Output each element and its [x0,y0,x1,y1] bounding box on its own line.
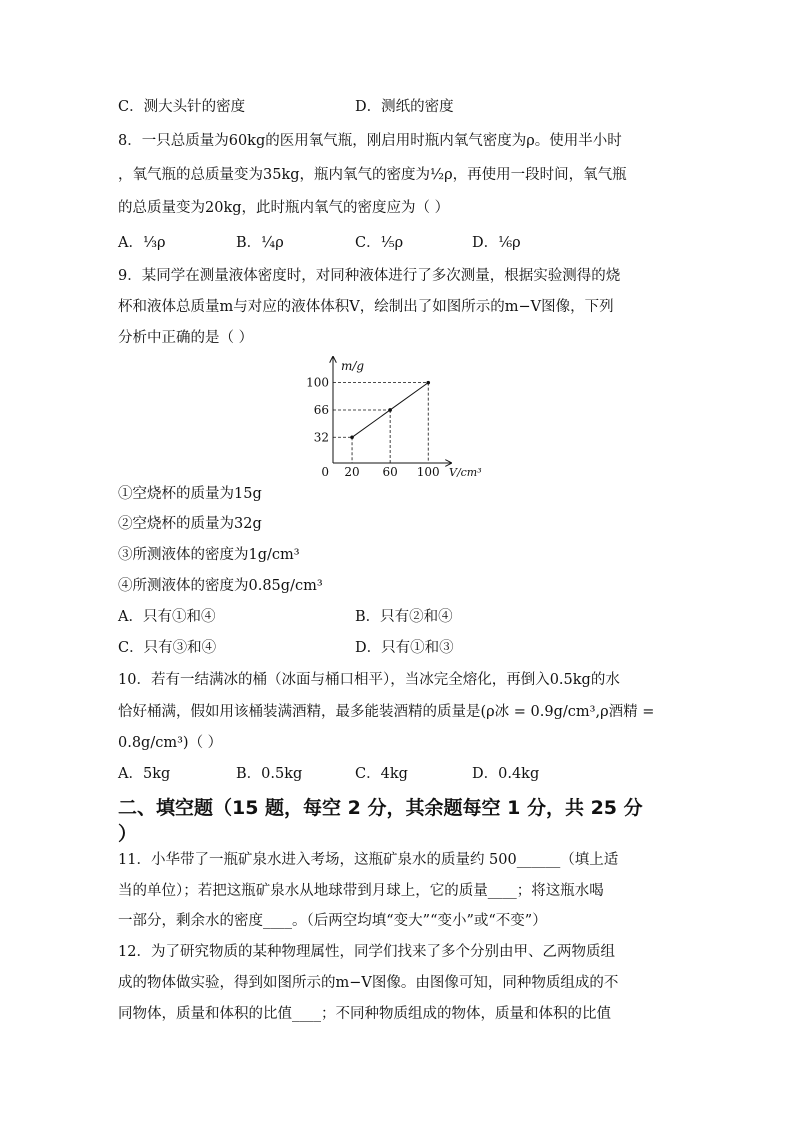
q10-option-b: B．0.5kg [236,766,303,782]
q9-statement-1: ①空烧杯的质量为15g [118,486,262,502]
data-point-1 [388,408,392,412]
section-heading-fill-in-cont: ） [118,823,138,845]
q8-option-d: D．⅙ρ [472,235,521,251]
q12-stem-line1: 12．为了研究物质的某种物理属性，同学们找来了多个分别由甲、乙两物质组 [118,944,615,960]
q12-stem-line2: 成的物体做实验，得到如图所示的m−V图像。由图像可知，同种物质组成的不 [118,975,619,991]
q9-option-c: C．只有③和④ [118,640,217,656]
y-tick-label-0: 32 [313,430,329,445]
y-axis-label: m/g [341,359,365,373]
q9-statement-2: ②空烧杯的质量为32g [118,516,262,532]
q7-option-c: C．测大头针的密度 [118,99,246,115]
m-v-graph [300,355,500,477]
q8-option-c: C．⅕ρ [355,235,404,251]
q10-stem-line2: 恰好桶满，假如用该桶装满酒精，最多能装酒精的质量是(ρ冰 = 0.9g/cm³,ρ酒精 = [118,704,655,720]
q11-stem-line2: 当的单位）；若把这瓶矿泉水从地球带到月球上，它的质量____；将这瓶水喝 [118,883,604,899]
q8-stem-line1: 8．一只总质量为60kg的医用氧气瓶，刚启用时瓶内氧气密度为ρ。使用半小时 [118,133,622,149]
q9-option-a: A．只有①和④ [118,609,216,625]
q9-option-b: B．只有②和④ [355,609,453,625]
data-point-0 [350,435,354,439]
q9-option-d: D．只有①和③ [355,640,454,656]
q10-option-a: A．5kg [118,766,171,782]
x-tick-label-2: 100 [416,465,440,477]
x-tick-label-1: 60 [382,465,398,477]
q11-stem-line3: 一部分，剩余水的密度____。（后两空均填“变大”“变小”或“不变”） [118,913,547,929]
q8-stem-line2: ，氧气瓶的总质量变为35kg，瓶内氧气的密度为½ρ，再使用一段时间，氧气瓶 [118,167,627,183]
q11-stem-line1: 11．小华带了一瓶矿泉水进入考场，这瓶矿泉水的质量约 500______（填上适 [118,852,619,868]
q10-stem-line3: 0.8g/cm³)（ ） [118,735,223,751]
x-tick-label-0: 20 [344,465,360,477]
q9-stem-line2: 杯和液体总质量m与对应的液体体积V，绘制出了如图所示的m−V图像，下列 [118,299,614,315]
section-heading-fill-in: 二、填空题（15 题，每空 2 分，其余题每空 1 分，共 25 分 [118,797,643,819]
y-tick-label-1: 66 [313,402,329,417]
q12-stem-line3: 同物体，质量和体积的比值____；不同种物质组成的物体，质量和体积的比值 [118,1006,611,1022]
q9-stem-line3: 分析中正确的是（ ） [118,330,254,346]
q8-option-b: B．¼ρ [236,235,284,251]
origin-label: 0 [321,465,329,477]
q8-option-a: A．⅓ρ [118,235,166,251]
q10-option-d: D．0.4kg [472,766,540,782]
x-axis-label: V/cm³ [449,466,482,477]
data-point-2 [426,381,430,385]
q9-stem-line1: 9．某同学在测量液体密度时，对同种液体进行了多次测量，根据实验测得的烧 [118,268,621,284]
q9-statement-3: ③所测液体的密度为1g/cm³ [118,547,300,563]
q10-option-c: C．4kg [355,766,408,782]
q10-stem-line1: 10．若有一结满冰的桶（冰面与桶口相平），当冰完全熔化，再倒入0.5kg的水 [118,672,620,688]
y-tick-label-2: 100 [306,375,329,390]
q8-stem-line3: 的总质量变为20kg，此时瓶内氧气的密度应为（ ） [118,200,450,216]
q7-option-d: D．测纸的密度 [355,99,454,115]
q9-statement-4: ④所测液体的密度为0.85g/cm³ [118,578,323,594]
